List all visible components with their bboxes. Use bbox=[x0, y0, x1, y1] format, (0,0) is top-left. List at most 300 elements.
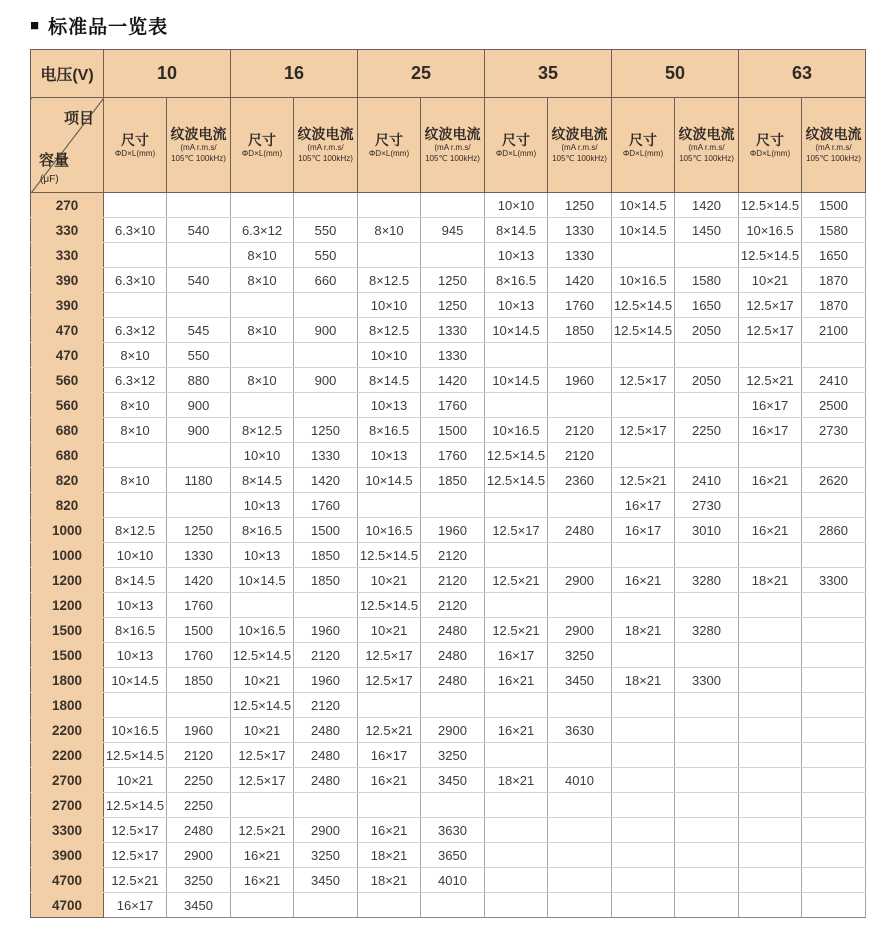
ripple-value-cell: 2250 bbox=[167, 768, 231, 793]
ripple-value-cell: 900 bbox=[167, 418, 231, 443]
ripple-value-cell: 1500 bbox=[167, 618, 231, 643]
ripple-value-cell: 4010 bbox=[421, 868, 485, 893]
table-row bbox=[31, 368, 866, 393]
ripple-value-cell: 1500 bbox=[294, 518, 358, 543]
ripple-value-cell bbox=[802, 643, 866, 668]
capacity-cell: 820 bbox=[31, 468, 104, 493]
ripple-value-cell bbox=[294, 893, 358, 918]
ripple-value-cell bbox=[802, 593, 866, 618]
size-value-cell: 10×10 bbox=[104, 543, 167, 568]
ripple-value-cell bbox=[548, 343, 612, 368]
ripple-value-cell bbox=[802, 343, 866, 368]
ripple-value-cell: 2730 bbox=[675, 493, 739, 518]
size-value-cell: 6.3×12 bbox=[104, 368, 167, 393]
ripple-value-cell: 1420 bbox=[421, 368, 485, 393]
size-value-cell bbox=[358, 193, 421, 218]
size-value-cell bbox=[358, 243, 421, 268]
ripple-value-cell: 1960 bbox=[548, 368, 612, 393]
size-value-cell bbox=[231, 293, 294, 318]
size-value-cell: 12.5×17 bbox=[231, 743, 294, 768]
ripple-value-cell: 3450 bbox=[294, 868, 358, 893]
size-value-cell bbox=[231, 343, 294, 368]
capacity-cell: 560 bbox=[31, 393, 104, 418]
size-value-cell: 8×16.5 bbox=[231, 518, 294, 543]
size-value-cell: 12.5×14.5 bbox=[358, 593, 421, 618]
size-value-cell: 10×13 bbox=[231, 493, 294, 518]
ripple-value-cell bbox=[548, 843, 612, 868]
size-value-cell: 12.5×14.5 bbox=[485, 443, 548, 468]
ripple-value-cell bbox=[802, 668, 866, 693]
ripple-value-cell: 2480 bbox=[421, 668, 485, 693]
size-value-cell bbox=[485, 493, 548, 518]
size-value-cell bbox=[612, 718, 675, 743]
ripple-value-cell: 1330 bbox=[548, 218, 612, 243]
size-value-cell bbox=[485, 343, 548, 368]
ripple-value-cell: 2120 bbox=[548, 418, 612, 443]
size-value-cell: 16×21 bbox=[485, 718, 548, 743]
ripple-value-cell: 1850 bbox=[294, 568, 358, 593]
ripple-value-cell: 1330 bbox=[294, 443, 358, 468]
table-row bbox=[31, 393, 866, 418]
size-value-cell: 12.5×17 bbox=[612, 368, 675, 393]
size-value-cell bbox=[612, 643, 675, 668]
size-value-cell bbox=[739, 618, 802, 643]
ripple-value-cell bbox=[294, 793, 358, 818]
table-row bbox=[31, 318, 866, 343]
ripple-value-cell: 2120 bbox=[294, 643, 358, 668]
table-row bbox=[31, 568, 866, 593]
size-value-cell: 6.3×12 bbox=[231, 218, 294, 243]
ripple-value-cell: 1450 bbox=[675, 218, 739, 243]
size-value-cell: 18×21 bbox=[485, 768, 548, 793]
size-value-cell: 10×16.5 bbox=[612, 268, 675, 293]
capacity-cell: 390 bbox=[31, 268, 104, 293]
size-value-cell: 6.3×12 bbox=[104, 318, 167, 343]
size-value-cell: 12.5×17 bbox=[231, 768, 294, 793]
size-value-cell: 10×13 bbox=[485, 243, 548, 268]
size-value-cell: 12.5×17 bbox=[358, 643, 421, 668]
ripple-value-cell: 1960 bbox=[421, 518, 485, 543]
capacity-cell: 2700 bbox=[31, 793, 104, 818]
ripple-header-cell: 纹波电流 (mA r.m.s/ 105℃ 100kHz) bbox=[294, 98, 358, 193]
ripple-value-cell: 2100 bbox=[802, 318, 866, 343]
table-row bbox=[31, 493, 866, 518]
table-row bbox=[31, 343, 866, 368]
ripple-value-cell: 3300 bbox=[802, 568, 866, 593]
size-value-cell bbox=[104, 443, 167, 468]
ripple-value-cell: 1650 bbox=[675, 293, 739, 318]
corner-cell bbox=[31, 98, 104, 193]
size-value-cell: 10×14.5 bbox=[612, 218, 675, 243]
ripple-value-cell bbox=[548, 793, 612, 818]
capacity-cell: 2200 bbox=[31, 743, 104, 768]
size-header-cell: 尺寸 ΦD×L(mm) bbox=[358, 98, 421, 193]
size-value-cell bbox=[485, 693, 548, 718]
ripple-value-cell: 3450 bbox=[421, 768, 485, 793]
ripple-value-cell bbox=[802, 543, 866, 568]
size-value-cell: 10×21 bbox=[231, 668, 294, 693]
size-value-cell: 10×13 bbox=[358, 393, 421, 418]
ripple-value-cell: 2120 bbox=[548, 443, 612, 468]
size-value-cell: 18×21 bbox=[358, 868, 421, 893]
ripple-value-cell bbox=[167, 293, 231, 318]
ripple-value-cell: 2480 bbox=[421, 618, 485, 643]
size-value-cell: 8×16.5 bbox=[485, 268, 548, 293]
page-title-text: 标准品一览表 bbox=[48, 17, 169, 38]
table-row bbox=[31, 468, 866, 493]
size-value-cell: 8×12.5 bbox=[358, 268, 421, 293]
ripple-value-cell: 1960 bbox=[167, 718, 231, 743]
size-value-cell: 12.5×14.5 bbox=[231, 693, 294, 718]
ripple-value-cell: 2480 bbox=[294, 718, 358, 743]
ripple-value-cell: 3010 bbox=[675, 518, 739, 543]
ripple-value-cell: 1500 bbox=[802, 193, 866, 218]
ripple-value-cell: 540 bbox=[167, 268, 231, 293]
size-value-cell: 16×21 bbox=[739, 518, 802, 543]
size-value-cell: 12.5×17 bbox=[739, 318, 802, 343]
ripple-value-cell: 2410 bbox=[802, 368, 866, 393]
ripple-header-cell: 纹波电流 (mA r.m.s/ 105℃ 100kHz) bbox=[675, 98, 739, 193]
size-value-cell bbox=[231, 393, 294, 418]
ripple-value-cell bbox=[675, 443, 739, 468]
size-value-cell bbox=[612, 243, 675, 268]
capacity-cell: 470 bbox=[31, 318, 104, 343]
size-value-cell: 12.5×17 bbox=[485, 518, 548, 543]
ripple-value-cell: 550 bbox=[294, 243, 358, 268]
ripple-value-cell bbox=[802, 618, 866, 643]
size-value-cell bbox=[612, 443, 675, 468]
size-value-cell: 8×10 bbox=[231, 368, 294, 393]
size-value-cell bbox=[231, 793, 294, 818]
ripple-value-cell: 3250 bbox=[294, 843, 358, 868]
capacity-cell: 2700 bbox=[31, 768, 104, 793]
ripple-value-cell bbox=[548, 493, 612, 518]
ripple-value-cell: 1420 bbox=[675, 193, 739, 218]
size-value-cell: 16×21 bbox=[231, 868, 294, 893]
table-row bbox=[31, 218, 866, 243]
ripple-header-cell: 纹波电流 (mA r.m.s/ 105℃ 100kHz) bbox=[548, 98, 612, 193]
size-value-cell: 12.5×17 bbox=[104, 843, 167, 868]
ripple-value-cell: 1580 bbox=[675, 268, 739, 293]
size-value-cell: 10×13 bbox=[104, 593, 167, 618]
size-value-cell bbox=[739, 543, 802, 568]
size-value-cell: 10×13 bbox=[485, 293, 548, 318]
size-value-cell bbox=[612, 593, 675, 618]
table-row bbox=[31, 718, 866, 743]
size-value-cell: 6.3×10 bbox=[104, 268, 167, 293]
ripple-value-cell bbox=[675, 643, 739, 668]
size-value-cell: 10×21 bbox=[104, 768, 167, 793]
size-value-cell bbox=[612, 893, 675, 918]
ripple-value-cell bbox=[802, 818, 866, 843]
size-value-cell: 10×16.5 bbox=[104, 718, 167, 743]
capacity-cell: 1800 bbox=[31, 693, 104, 718]
size-value-cell: 12.5×17 bbox=[612, 418, 675, 443]
capacity-cell: 4700 bbox=[31, 868, 104, 893]
ripple-value-cell: 1760 bbox=[167, 643, 231, 668]
ripple-value-cell: 3280 bbox=[675, 568, 739, 593]
corner-capacity-unit: (μF) bbox=[40, 174, 59, 185]
ripple-value-cell: 1250 bbox=[548, 193, 612, 218]
size-value-cell bbox=[104, 493, 167, 518]
ripple-value-cell bbox=[675, 718, 739, 743]
size-value-cell: 16×17 bbox=[612, 518, 675, 543]
voltage-value-cell: 50 bbox=[612, 50, 739, 98]
size-value-cell: 10×13 bbox=[358, 443, 421, 468]
ripple-value-cell: 900 bbox=[294, 368, 358, 393]
size-value-cell bbox=[612, 793, 675, 818]
size-value-cell: 10×10 bbox=[231, 443, 294, 468]
size-value-cell: 10×14.5 bbox=[358, 468, 421, 493]
ripple-value-cell: 1420 bbox=[294, 468, 358, 493]
ripple-value-cell: 660 bbox=[294, 268, 358, 293]
size-value-cell: 12.5×17 bbox=[104, 818, 167, 843]
size-value-cell bbox=[358, 693, 421, 718]
size-value-cell: 8×10 bbox=[104, 343, 167, 368]
ripple-value-cell: 3630 bbox=[421, 818, 485, 843]
ripple-value-cell: 2410 bbox=[675, 468, 739, 493]
size-value-cell: 12.5×21 bbox=[358, 718, 421, 743]
size-value-cell bbox=[612, 743, 675, 768]
size-value-cell: 10×13 bbox=[104, 643, 167, 668]
size-value-cell: 6.3×10 bbox=[104, 218, 167, 243]
ripple-value-cell bbox=[294, 593, 358, 618]
ripple-value-cell: 1330 bbox=[548, 243, 612, 268]
size-value-cell: 8×16.5 bbox=[104, 618, 167, 643]
size-value-cell: 12.5×14.5 bbox=[612, 293, 675, 318]
size-value-cell: 10×14.5 bbox=[104, 668, 167, 693]
ripple-value-cell: 1870 bbox=[802, 293, 866, 318]
ripple-value-cell bbox=[167, 493, 231, 518]
table-row bbox=[31, 893, 866, 918]
ripple-value-cell: 3630 bbox=[548, 718, 612, 743]
ripple-value-cell: 2050 bbox=[675, 368, 739, 393]
size-value-cell bbox=[612, 543, 675, 568]
ripple-value-cell bbox=[421, 693, 485, 718]
size-value-cell bbox=[612, 393, 675, 418]
ripple-value-cell bbox=[548, 693, 612, 718]
ripple-value-cell bbox=[421, 243, 485, 268]
size-value-cell bbox=[104, 193, 167, 218]
ripple-value-cell: 3250 bbox=[421, 743, 485, 768]
size-value-cell: 8×14.5 bbox=[104, 568, 167, 593]
size-value-cell: 16×21 bbox=[739, 468, 802, 493]
size-value-cell: 10×14.5 bbox=[231, 568, 294, 593]
ripple-value-cell bbox=[802, 693, 866, 718]
ripple-value-cell: 1250 bbox=[421, 268, 485, 293]
ripple-value-cell bbox=[802, 843, 866, 868]
size-value-cell bbox=[612, 343, 675, 368]
size-value-cell: 16×17 bbox=[485, 643, 548, 668]
table-row bbox=[31, 693, 866, 718]
voltage-value-cell: 63 bbox=[739, 50, 866, 98]
ripple-value-cell: 2730 bbox=[802, 418, 866, 443]
capacity-cell: 1800 bbox=[31, 668, 104, 693]
table-row bbox=[31, 593, 866, 618]
size-value-cell: 10×21 bbox=[358, 568, 421, 593]
ripple-value-cell: 900 bbox=[294, 318, 358, 343]
size-value-cell: 16×21 bbox=[612, 568, 675, 593]
voltage-value-cell: 25 bbox=[358, 50, 485, 98]
voltage-value-cell: 10 bbox=[104, 50, 231, 98]
ripple-value-cell: 1760 bbox=[167, 593, 231, 618]
ripple-value-cell bbox=[548, 868, 612, 893]
ripple-value-cell bbox=[802, 718, 866, 743]
size-value-cell: 8×10 bbox=[104, 418, 167, 443]
size-value-cell: 12.5×14.5 bbox=[231, 643, 294, 668]
ripple-value-cell: 3300 bbox=[675, 668, 739, 693]
size-value-cell: 16×21 bbox=[231, 843, 294, 868]
size-value-cell bbox=[231, 193, 294, 218]
ripple-value-cell: 2480 bbox=[421, 643, 485, 668]
ripple-value-cell: 880 bbox=[167, 368, 231, 393]
ripple-value-cell: 1420 bbox=[548, 268, 612, 293]
ripple-value-cell bbox=[802, 793, 866, 818]
ripple-value-cell: 2480 bbox=[294, 743, 358, 768]
ripple-value-cell bbox=[167, 693, 231, 718]
ripple-value-cell: 550 bbox=[294, 218, 358, 243]
size-value-cell: 10×10 bbox=[485, 193, 548, 218]
size-value-cell: 8×10 bbox=[104, 468, 167, 493]
ripple-value-cell: 1250 bbox=[421, 293, 485, 318]
size-value-cell: 16×21 bbox=[485, 668, 548, 693]
ripple-header-cell: 纹波电流 (mA r.m.s/ 105℃ 100kHz) bbox=[802, 98, 866, 193]
ripple-value-cell bbox=[548, 593, 612, 618]
size-header-cell: 尺寸 ΦD×L(mm) bbox=[104, 98, 167, 193]
ripple-value-cell: 1760 bbox=[294, 493, 358, 518]
size-value-cell: 8×12.5 bbox=[231, 418, 294, 443]
ripple-value-cell bbox=[802, 443, 866, 468]
ripple-value-cell: 2900 bbox=[548, 618, 612, 643]
capacity-cell: 1200 bbox=[31, 568, 104, 593]
table-row bbox=[31, 618, 866, 643]
size-value-cell: 18×21 bbox=[612, 618, 675, 643]
size-value-cell: 12.5×14.5 bbox=[358, 543, 421, 568]
ripple-value-cell: 2120 bbox=[421, 543, 485, 568]
size-value-cell: 16×21 bbox=[358, 818, 421, 843]
ripple-value-cell bbox=[675, 743, 739, 768]
size-value-cell bbox=[358, 793, 421, 818]
ripple-value-cell bbox=[421, 893, 485, 918]
ripple-value-cell: 1850 bbox=[421, 468, 485, 493]
ripple-value-cell: 1960 bbox=[294, 618, 358, 643]
size-value-cell: 8×10 bbox=[231, 243, 294, 268]
size-value-cell bbox=[739, 493, 802, 518]
ripple-value-cell: 2900 bbox=[548, 568, 612, 593]
ripple-value-cell bbox=[802, 768, 866, 793]
size-value-cell: 10×16.5 bbox=[485, 418, 548, 443]
capacity-cell: 560 bbox=[31, 368, 104, 393]
ripple-value-cell: 1960 bbox=[294, 668, 358, 693]
table-row bbox=[31, 768, 866, 793]
size-header-cell: 尺寸 ΦD×L(mm) bbox=[231, 98, 294, 193]
size-value-cell: 8×12.5 bbox=[358, 318, 421, 343]
ripple-value-cell: 1500 bbox=[421, 418, 485, 443]
page-title bbox=[30, 12, 891, 39]
ripple-value-cell bbox=[421, 193, 485, 218]
ripple-value-cell: 3250 bbox=[167, 868, 231, 893]
ripple-value-cell: 1760 bbox=[421, 443, 485, 468]
ripple-value-cell: 1650 bbox=[802, 243, 866, 268]
subheader-row bbox=[31, 98, 866, 193]
size-value-cell bbox=[739, 818, 802, 843]
size-value-cell bbox=[739, 893, 802, 918]
voltage-value-cell: 35 bbox=[485, 50, 612, 98]
capacity-cell: 3300 bbox=[31, 818, 104, 843]
size-value-cell: 8×14.5 bbox=[231, 468, 294, 493]
size-value-cell: 10×21 bbox=[358, 618, 421, 643]
ripple-value-cell: 3450 bbox=[548, 668, 612, 693]
ripple-value-cell: 2250 bbox=[675, 418, 739, 443]
ripple-value-cell bbox=[675, 893, 739, 918]
size-value-cell bbox=[612, 818, 675, 843]
ripple-value-cell bbox=[548, 393, 612, 418]
capacity-cell: 1500 bbox=[31, 643, 104, 668]
table-row bbox=[31, 293, 866, 318]
size-value-cell: 8×12.5 bbox=[104, 518, 167, 543]
size-value-cell: 10×14.5 bbox=[485, 368, 548, 393]
capacity-cell: 1200 bbox=[31, 593, 104, 618]
corner-item-label: 项目 bbox=[63, 110, 94, 127]
size-value-cell: 8×14.5 bbox=[485, 218, 548, 243]
size-value-cell: 12.5×21 bbox=[104, 868, 167, 893]
size-value-cell bbox=[739, 443, 802, 468]
capacity-cell: 2200 bbox=[31, 718, 104, 743]
ripple-header-cell: 纹波电流 (mA r.m.s/ 105℃ 100kHz) bbox=[167, 98, 231, 193]
size-value-cell: 8×10 bbox=[104, 393, 167, 418]
ripple-value-cell bbox=[675, 818, 739, 843]
ripple-value-cell bbox=[675, 693, 739, 718]
ripple-value-cell: 1760 bbox=[548, 293, 612, 318]
ripple-value-cell bbox=[548, 543, 612, 568]
size-value-cell: 16×17 bbox=[104, 893, 167, 918]
size-value-cell bbox=[104, 693, 167, 718]
capacity-cell: 270 bbox=[31, 193, 104, 218]
size-value-cell: 12.5×14.5 bbox=[104, 743, 167, 768]
size-value-cell: 8×10 bbox=[358, 218, 421, 243]
ripple-value-cell: 1330 bbox=[421, 318, 485, 343]
size-value-cell: 10×13 bbox=[231, 543, 294, 568]
ripple-value-cell: 1850 bbox=[294, 543, 358, 568]
size-value-cell bbox=[485, 543, 548, 568]
ripple-value-cell: 2480 bbox=[294, 768, 358, 793]
ripple-value-cell bbox=[675, 843, 739, 868]
ripple-value-cell bbox=[167, 193, 231, 218]
size-value-cell: 18×21 bbox=[739, 568, 802, 593]
size-value-cell: 16×17 bbox=[739, 418, 802, 443]
ripple-value-cell bbox=[548, 818, 612, 843]
size-value-cell bbox=[739, 793, 802, 818]
ripple-header-cell: 纹波电流 (mA r.m.s/ 105℃ 100kHz) bbox=[421, 98, 485, 193]
table-row bbox=[31, 843, 866, 868]
ripple-value-cell: 2120 bbox=[167, 743, 231, 768]
size-value-cell bbox=[739, 643, 802, 668]
capacity-cell: 330 bbox=[31, 218, 104, 243]
size-value-cell bbox=[485, 868, 548, 893]
capacity-cell: 820 bbox=[31, 493, 104, 518]
ripple-value-cell bbox=[421, 793, 485, 818]
size-value-cell: 10×14.5 bbox=[485, 318, 548, 343]
size-value-cell: 10×21 bbox=[739, 268, 802, 293]
size-value-cell bbox=[485, 793, 548, 818]
size-value-cell: 12.5×17 bbox=[739, 293, 802, 318]
size-value-cell bbox=[612, 693, 675, 718]
ripple-value-cell: 945 bbox=[421, 218, 485, 243]
capacity-cell: 1000 bbox=[31, 518, 104, 543]
size-value-cell bbox=[612, 768, 675, 793]
table-row bbox=[31, 518, 866, 543]
table-row bbox=[31, 443, 866, 468]
